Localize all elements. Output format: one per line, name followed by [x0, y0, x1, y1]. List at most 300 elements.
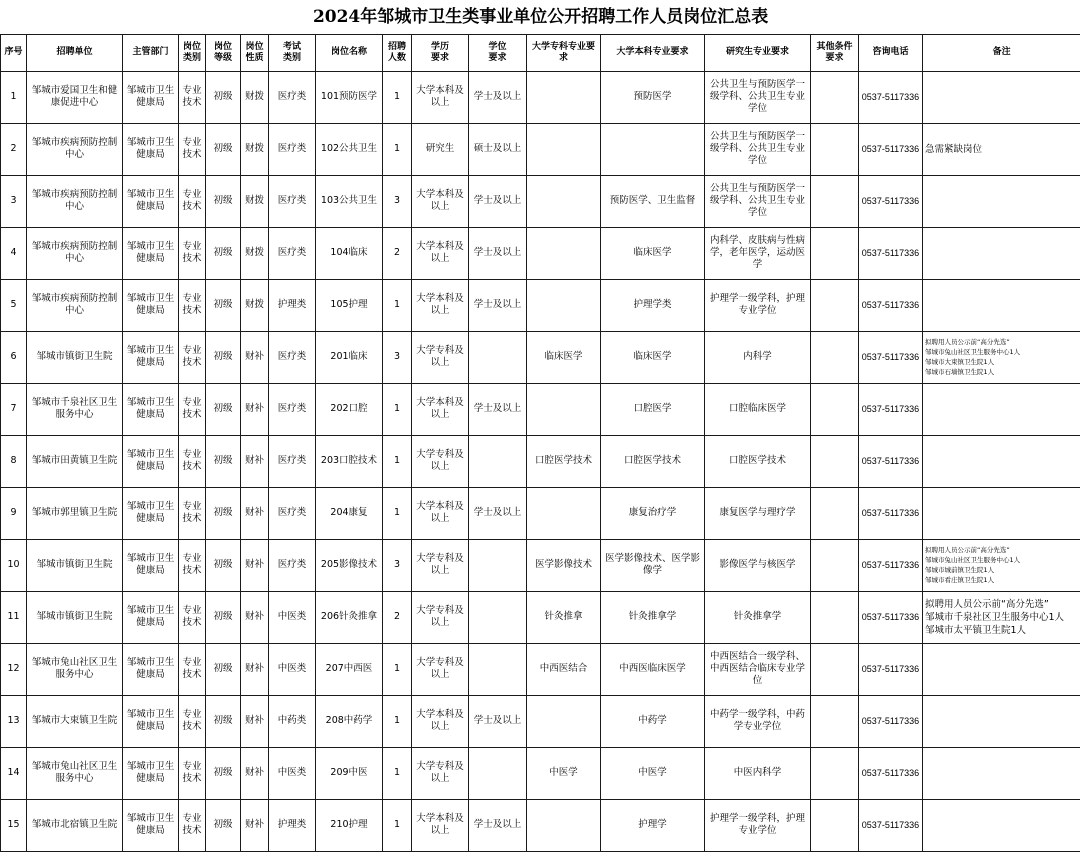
- cell-remark: [923, 227, 1080, 279]
- cell-seq: 15: [1, 799, 27, 851]
- cell-exam: 医疗类: [269, 539, 316, 591]
- cell-phone: 0537-5117336: [859, 695, 923, 747]
- cell-post: 207中西医: [316, 643, 383, 695]
- cell-other: [811, 331, 859, 383]
- cell-level: 初级: [206, 695, 241, 747]
- cell-level: 初级: [206, 279, 241, 331]
- cell-seq: 4: [1, 227, 27, 279]
- remark-line: 拟聘用人员公示前“高分先选”: [925, 598, 1049, 610]
- cell-unit: 邹城市田黄镇卫生院: [27, 435, 123, 487]
- header-row: [1, 34, 1080, 71]
- cell-seq: 13: [1, 695, 27, 747]
- cell-post: 209中医: [316, 747, 383, 799]
- cell-college-major: 针灸推拿: [527, 591, 601, 643]
- cell-phone: 0537-5117336: [859, 227, 923, 279]
- col-header-remark: [923, 34, 1080, 71]
- cell-edu: 研究生: [412, 123, 469, 175]
- cell-bachelor-major: 中药学: [601, 695, 705, 747]
- cell-count: 1: [383, 435, 412, 487]
- cell-edu: 大学本科及以上: [412, 487, 469, 539]
- cell-degree: [469, 539, 527, 591]
- cell-remark: [923, 591, 1080, 643]
- table-row: [1, 175, 1080, 227]
- cell-college-major: [527, 123, 601, 175]
- cell-post-type: 专业技术: [179, 331, 206, 383]
- col-header-label: 研究生专业要求: [725, 47, 789, 57]
- cell-bachelor-major: 中西医临床医学: [601, 643, 705, 695]
- cell-other: [811, 279, 859, 331]
- cell-remark: [923, 175, 1080, 227]
- col-header-label: 咨询电话: [872, 47, 909, 57]
- cell-nature: 财补: [241, 487, 269, 539]
- cell-count: 2: [383, 227, 412, 279]
- cell-post-type: 专业技术: [179, 487, 206, 539]
- cell-post-type: 专业技术: [179, 591, 206, 643]
- cell-dept: 邹城市卫生健康局: [123, 71, 179, 123]
- cell-edu: 大学专科及以上: [412, 331, 469, 383]
- cell-college-major: 口腔医学技术: [527, 435, 601, 487]
- col-header-label: 主管部门: [132, 47, 169, 57]
- cell-grad-major: 针灸推拿学: [705, 591, 811, 643]
- cell-phone: 0537-5117336: [859, 331, 923, 383]
- cell-nature: 财拨: [241, 123, 269, 175]
- cell-degree: [469, 435, 527, 487]
- col-header-dept: [123, 34, 179, 71]
- cell-bachelor-major: 口腔医学技术: [601, 435, 705, 487]
- cell-grad-major: 影像医学与核医学: [705, 539, 811, 591]
- cell-grad-major: 口腔临床医学: [705, 383, 811, 435]
- cell-post: 202口腔: [316, 383, 383, 435]
- cell-level: 初级: [206, 71, 241, 123]
- cell-dept: 邹城市卫生健康局: [123, 435, 179, 487]
- cell-count: 1: [383, 279, 412, 331]
- cell-exam: 中医类: [269, 643, 316, 695]
- cell-bachelor-major: 医学影像技术、医学影像学: [601, 539, 705, 591]
- cell-exam: 医疗类: [269, 331, 316, 383]
- cell-other: [811, 383, 859, 435]
- cell-grad-major: 公共卫生与预防医学一级学科、公共卫生专业学位: [705, 175, 811, 227]
- cell-count: 1: [383, 487, 412, 539]
- cell-phone: 0537-5117336: [859, 175, 923, 227]
- remark-line: 急需紧缺岗位: [925, 143, 983, 155]
- cell-edu: 大学本科及以上: [412, 71, 469, 123]
- cell-post: 102公共卫生: [316, 123, 383, 175]
- cell-dept: 邹城市卫生健康局: [123, 123, 179, 175]
- cell-post-type: 专业技术: [179, 643, 206, 695]
- cell-post: 206针灸推拿: [316, 591, 383, 643]
- cell-remark: [923, 331, 1080, 383]
- cell-count: 2: [383, 591, 412, 643]
- cell-degree: 学士及以上: [469, 383, 527, 435]
- cell-edu: 大学本科及以上: [412, 383, 469, 435]
- cell-bachelor-major: [601, 123, 705, 175]
- remark-line: 拟聘用人员公示前“高分先选”: [925, 546, 1010, 554]
- cell-dept: 邹城市卫生健康局: [123, 331, 179, 383]
- table-row: [1, 383, 1080, 435]
- cell-unit: 邹城市千泉社区卫生服务中心: [27, 383, 123, 435]
- cell-grad-major: 公共卫生与预防医学一级学科、公共卫生专业学位: [705, 123, 811, 175]
- cell-unit: 邹城市兔山社区卫生服务中心: [27, 643, 123, 695]
- cell-phone: 0537-5117336: [859, 435, 923, 487]
- cell-nature: 财补: [241, 643, 269, 695]
- cell-nature: 财拨: [241, 227, 269, 279]
- cell-dept: 邹城市卫生健康局: [123, 747, 179, 799]
- cell-edu: 大学本科及以上: [412, 799, 469, 851]
- remark-line: 邹城市大束镇卫生院1人: [925, 358, 995, 366]
- cell-other: [811, 435, 859, 487]
- cell-grad-major: 护理学一级学科，护理专业学位: [705, 279, 811, 331]
- cell-phone: 0537-5117336: [859, 383, 923, 435]
- table-row: [1, 747, 1080, 799]
- cell-level: 初级: [206, 643, 241, 695]
- cell-count: 1: [383, 123, 412, 175]
- cell-dept: 邹城市卫生健康局: [123, 175, 179, 227]
- cell-post-type: 专业技术: [179, 799, 206, 851]
- cell-remark: [923, 539, 1080, 591]
- cell-unit: 邹城市大束镇卫生院: [27, 695, 123, 747]
- cell-bachelor-major: 口腔医学: [601, 383, 705, 435]
- title-row: [1, 0, 1080, 34]
- cell-edu: 大学本科及以上: [412, 227, 469, 279]
- cell-grad-major: 康复医学与理疗学: [705, 487, 811, 539]
- cell-phone: 0537-5117336: [859, 643, 923, 695]
- col-header-label: 岗位类别: [182, 41, 201, 63]
- cell-degree: [469, 643, 527, 695]
- cell-degree: 硕士及以上: [469, 123, 527, 175]
- cell-phone: 0537-5117336: [859, 591, 923, 643]
- cell-post: 105护理: [316, 279, 383, 331]
- cell-exam: 中药类: [269, 695, 316, 747]
- cell-post-type: 专业技术: [179, 71, 206, 123]
- cell-level: 初级: [206, 331, 241, 383]
- cell-college-major: 中医学: [527, 747, 601, 799]
- cell-dept: 邹城市卫生健康局: [123, 539, 179, 591]
- cell-edu: 大学专科及以上: [412, 591, 469, 643]
- cell-nature: 财拨: [241, 71, 269, 123]
- cell-seq: 6: [1, 331, 27, 383]
- remark-line: 拟聘用人员公示前“高分先选”: [925, 338, 1010, 346]
- remark-line: 邹城市太平镇卫生院1人: [925, 624, 1027, 636]
- cell-seq: 9: [1, 487, 27, 539]
- table-row: [1, 331, 1080, 383]
- cell-grad-major: 中药学一级学科，中药学专业学位: [705, 695, 811, 747]
- col-header-label: 岗位等级: [213, 41, 232, 63]
- cell-grad-major: 公共卫生与预防医学一级学科、公共卫生专业学位: [705, 71, 811, 123]
- cell-phone: 0537-5117336: [859, 747, 923, 799]
- col-header-seq: [1, 34, 27, 71]
- col-header-label: 考试类别: [282, 41, 301, 63]
- cell-degree: 学士及以上: [469, 695, 527, 747]
- cell-bachelor-major: 预防医学: [601, 71, 705, 123]
- cell-grad-major: 内科学、皮肤病与性病学，老年医学，运动医学: [705, 227, 811, 279]
- cell-remark: [923, 435, 1080, 487]
- col-header-label: 学历要求: [430, 41, 449, 63]
- cell-exam: 医疗类: [269, 383, 316, 435]
- cell-bachelor-major: 护理学类: [601, 279, 705, 331]
- cell-nature: 财拨: [241, 175, 269, 227]
- cell-nature: 财补: [241, 695, 269, 747]
- cell-dept: 邹城市卫生健康局: [123, 383, 179, 435]
- table-row: [1, 799, 1080, 851]
- col-header-college-major: [527, 34, 601, 71]
- col-header-label: 其他条件要求: [816, 41, 853, 63]
- cell-level: 初级: [206, 227, 241, 279]
- cell-exam: 医疗类: [269, 123, 316, 175]
- cell-remark: [923, 695, 1080, 747]
- cell-degree: [469, 591, 527, 643]
- cell-degree: 学士及以上: [469, 279, 527, 331]
- table-row: [1, 123, 1080, 175]
- cell-bachelor-major: 临床医学: [601, 227, 705, 279]
- cell-college-major: [527, 383, 601, 435]
- cell-phone: 0537-5117336: [859, 123, 923, 175]
- col-header-grad-major: [705, 34, 811, 71]
- table-row: [1, 695, 1080, 747]
- cell-count: 1: [383, 695, 412, 747]
- cell-level: 初级: [206, 435, 241, 487]
- cell-seq: 3: [1, 175, 27, 227]
- cell-seq: 11: [1, 591, 27, 643]
- cell-unit: 邹城市郭里镇卫生院: [27, 487, 123, 539]
- cell-exam: 护理类: [269, 799, 316, 851]
- table-row: [1, 435, 1080, 487]
- cell-dept: 邹城市卫生健康局: [123, 799, 179, 851]
- cell-dept: 邹城市卫生健康局: [123, 695, 179, 747]
- cell-edu: 大学专科及以上: [412, 747, 469, 799]
- cell-college-major: 医学影像技术: [527, 539, 601, 591]
- table-row: [1, 643, 1080, 695]
- cell-phone: 0537-5117336: [859, 799, 923, 851]
- cell-edu: 大学本科及以上: [412, 175, 469, 227]
- cell-unit: 邹城市镇街卫生院: [27, 331, 123, 383]
- cell-degree: 学士及以上: [469, 487, 527, 539]
- cell-exam: 中医类: [269, 747, 316, 799]
- cell-college-major: [527, 799, 601, 851]
- col-header-nature: [241, 34, 269, 71]
- cell-unit: 邹城市疾病预防控制中心: [27, 123, 123, 175]
- cell-bachelor-major: 康复治疗学: [601, 487, 705, 539]
- col-header-level: [206, 34, 241, 71]
- cell-nature: 财补: [241, 435, 269, 487]
- cell-bachelor-major: 预防医学、卫生监督: [601, 175, 705, 227]
- cell-seq: 14: [1, 747, 27, 799]
- cell-post-type: 专业技术: [179, 227, 206, 279]
- cell-unit: 邹城市镇街卫生院: [27, 591, 123, 643]
- remark-line: 邹城市兔山社区卫生服务中心1人: [925, 556, 1021, 564]
- cell-grad-major: 中医内科学: [705, 747, 811, 799]
- cell-exam: 医疗类: [269, 487, 316, 539]
- cell-post-type: 专业技术: [179, 383, 206, 435]
- cell-count: 3: [383, 331, 412, 383]
- cell-remark: [923, 643, 1080, 695]
- remark-line: 邹城市城前镇卫生院1人: [925, 566, 995, 574]
- table-row: [1, 591, 1080, 643]
- cell-college-major: [527, 695, 601, 747]
- cell-other: [811, 539, 859, 591]
- cell-level: 初级: [206, 799, 241, 851]
- cell-nature: 财补: [241, 799, 269, 851]
- cell-other: [811, 591, 859, 643]
- cell-college-major: [527, 487, 601, 539]
- cell-post: 101预防医学: [316, 71, 383, 123]
- col-header-post: [316, 34, 383, 71]
- cell-post-type: 专业技术: [179, 539, 206, 591]
- cell-level: 初级: [206, 175, 241, 227]
- cell-post-type: 专业技术: [179, 747, 206, 799]
- col-header-degree: [469, 34, 527, 71]
- cell-unit: 邹城市镇街卫生院: [27, 539, 123, 591]
- cell-post: 204康复: [316, 487, 383, 539]
- cell-bachelor-major: 临床医学: [601, 331, 705, 383]
- cell-exam: 中医类: [269, 591, 316, 643]
- cell-post: 205影像技术: [316, 539, 383, 591]
- cell-edu: 大学专科及以上: [412, 643, 469, 695]
- cell-post: 103公共卫生: [316, 175, 383, 227]
- cell-other: [811, 643, 859, 695]
- cell-count: 1: [383, 643, 412, 695]
- col-header-label: 大学专科专业要求: [531, 41, 595, 63]
- cell-seq: 8: [1, 435, 27, 487]
- cell-phone: 0537-5117336: [859, 539, 923, 591]
- cell-grad-major: 护理学一级学科，护理专业学位: [705, 799, 811, 851]
- remark-line: 邹城市兔山社区卫生服务中心1人: [925, 348, 1021, 356]
- cell-other: [811, 227, 859, 279]
- cell-other: [811, 487, 859, 539]
- col-header-label: 岗位性质: [245, 41, 264, 63]
- cell-level: 初级: [206, 487, 241, 539]
- cell-unit: 邹城市兔山社区卫生服务中心: [27, 747, 123, 799]
- cell-phone: 0537-5117336: [859, 487, 923, 539]
- cell-post-type: 专业技术: [179, 435, 206, 487]
- col-header-bachelor-major: [601, 34, 705, 71]
- table-row: [1, 227, 1080, 279]
- cell-degree: [469, 331, 527, 383]
- cell-seq: 12: [1, 643, 27, 695]
- cell-level: 初级: [206, 383, 241, 435]
- cell-level: 初级: [206, 747, 241, 799]
- cell-dept: 邹城市卫生健康局: [123, 643, 179, 695]
- cell-post-type: 专业技术: [179, 123, 206, 175]
- cell-seq: 5: [1, 279, 27, 331]
- cell-college-major: 中西医结合: [527, 643, 601, 695]
- cell-count: 1: [383, 747, 412, 799]
- cell-unit: 邹城市疾病预防控制中心: [27, 279, 123, 331]
- cell-level: 初级: [206, 539, 241, 591]
- cell-seq: 7: [1, 383, 27, 435]
- cell-count: 1: [383, 799, 412, 851]
- table-row: [1, 279, 1080, 331]
- col-header-label: 学位要求: [488, 41, 507, 63]
- cell-post-type: 专业技术: [179, 175, 206, 227]
- cell-count: 1: [383, 71, 412, 123]
- col-header-count: [383, 34, 412, 71]
- cell-level: 初级: [206, 591, 241, 643]
- cell-bachelor-major: 护理学: [601, 799, 705, 851]
- cell-phone: 0537-5117336: [859, 279, 923, 331]
- cell-unit: 邹城市疾病预防控制中心: [27, 227, 123, 279]
- col-header-label: 岗位名称: [330, 47, 367, 57]
- cell-degree: [469, 747, 527, 799]
- cell-other: [811, 123, 859, 175]
- cell-remark: [923, 383, 1080, 435]
- cell-edu: 大学专科及以上: [412, 539, 469, 591]
- cell-seq: 2: [1, 123, 27, 175]
- cell-exam: 护理类: [269, 279, 316, 331]
- cell-seq: 1: [1, 71, 27, 123]
- page-title: 2024年邹城市卫生类事业单位公开招聘工作人员岗位汇总表: [1, 0, 1080, 34]
- cell-degree: 学士及以上: [469, 799, 527, 851]
- cell-college-major: 临床医学: [527, 331, 601, 383]
- cell-nature: 财补: [241, 331, 269, 383]
- cell-remark: [923, 487, 1080, 539]
- col-header-label: 招聘单位: [56, 47, 93, 57]
- cell-dept: 邹城市卫生健康局: [123, 279, 179, 331]
- cell-degree: 学士及以上: [469, 175, 527, 227]
- table-row: [1, 539, 1080, 591]
- cell-edu: 大学本科及以上: [412, 279, 469, 331]
- cell-dept: 邹城市卫生健康局: [123, 591, 179, 643]
- cell-post: 201临床: [316, 331, 383, 383]
- cell-dept: 邹城市卫生健康局: [123, 227, 179, 279]
- table-row: [1, 71, 1080, 123]
- cell-exam: 医疗类: [269, 71, 316, 123]
- cell-exam: 医疗类: [269, 227, 316, 279]
- cell-dept: 邹城市卫生健康局: [123, 487, 179, 539]
- remark-line: 邹城市千泉社区卫生服务中心1人: [925, 611, 1065, 623]
- cell-other: [811, 695, 859, 747]
- remark-line: 邹城市石墙镇卫生院1人: [925, 368, 995, 376]
- cell-remark: [923, 279, 1080, 331]
- col-header-label: 招聘人数: [387, 41, 406, 63]
- cell-edu: 大学专科及以上: [412, 435, 469, 487]
- col-header-unit: [27, 34, 123, 71]
- cell-bachelor-major: 中医学: [601, 747, 705, 799]
- cell-degree: 学士及以上: [469, 71, 527, 123]
- cell-grad-major: 中西医结合一级学科、中西医结合临床专业学位: [705, 643, 811, 695]
- col-header-label: 备注: [992, 47, 1011, 57]
- cell-phone: 0537-5117336: [859, 71, 923, 123]
- cell-other: [811, 799, 859, 851]
- cell-other: [811, 175, 859, 227]
- col-header-exam: [269, 34, 316, 71]
- cell-grad-major: 口腔医学技术: [705, 435, 811, 487]
- cell-edu: 大学本科及以上: [412, 695, 469, 747]
- col-header-label: 序号: [4, 47, 23, 57]
- cell-other: [811, 71, 859, 123]
- cell-nature: 财补: [241, 591, 269, 643]
- cell-level: 初级: [206, 123, 241, 175]
- cell-college-major: [527, 71, 601, 123]
- cell-unit: 邹城市北宿镇卫生院: [27, 799, 123, 851]
- table-row: [1, 487, 1080, 539]
- cell-nature: 财补: [241, 539, 269, 591]
- cell-post: 208中药学: [316, 695, 383, 747]
- col-header-post-type: [179, 34, 206, 71]
- cell-degree: 学士及以上: [469, 227, 527, 279]
- cell-remark: [923, 799, 1080, 851]
- cell-post-type: 专业技术: [179, 279, 206, 331]
- cell-college-major: [527, 279, 601, 331]
- cell-seq: 10: [1, 539, 27, 591]
- cell-exam: 医疗类: [269, 175, 316, 227]
- col-header-phone: [859, 34, 923, 71]
- cell-remark: [923, 71, 1080, 123]
- cell-college-major: [527, 227, 601, 279]
- cell-exam: 医疗类: [269, 435, 316, 487]
- col-header-other: [811, 34, 859, 71]
- cell-unit: 邹城市疾病预防控制中心: [27, 175, 123, 227]
- cell-nature: 财补: [241, 747, 269, 799]
